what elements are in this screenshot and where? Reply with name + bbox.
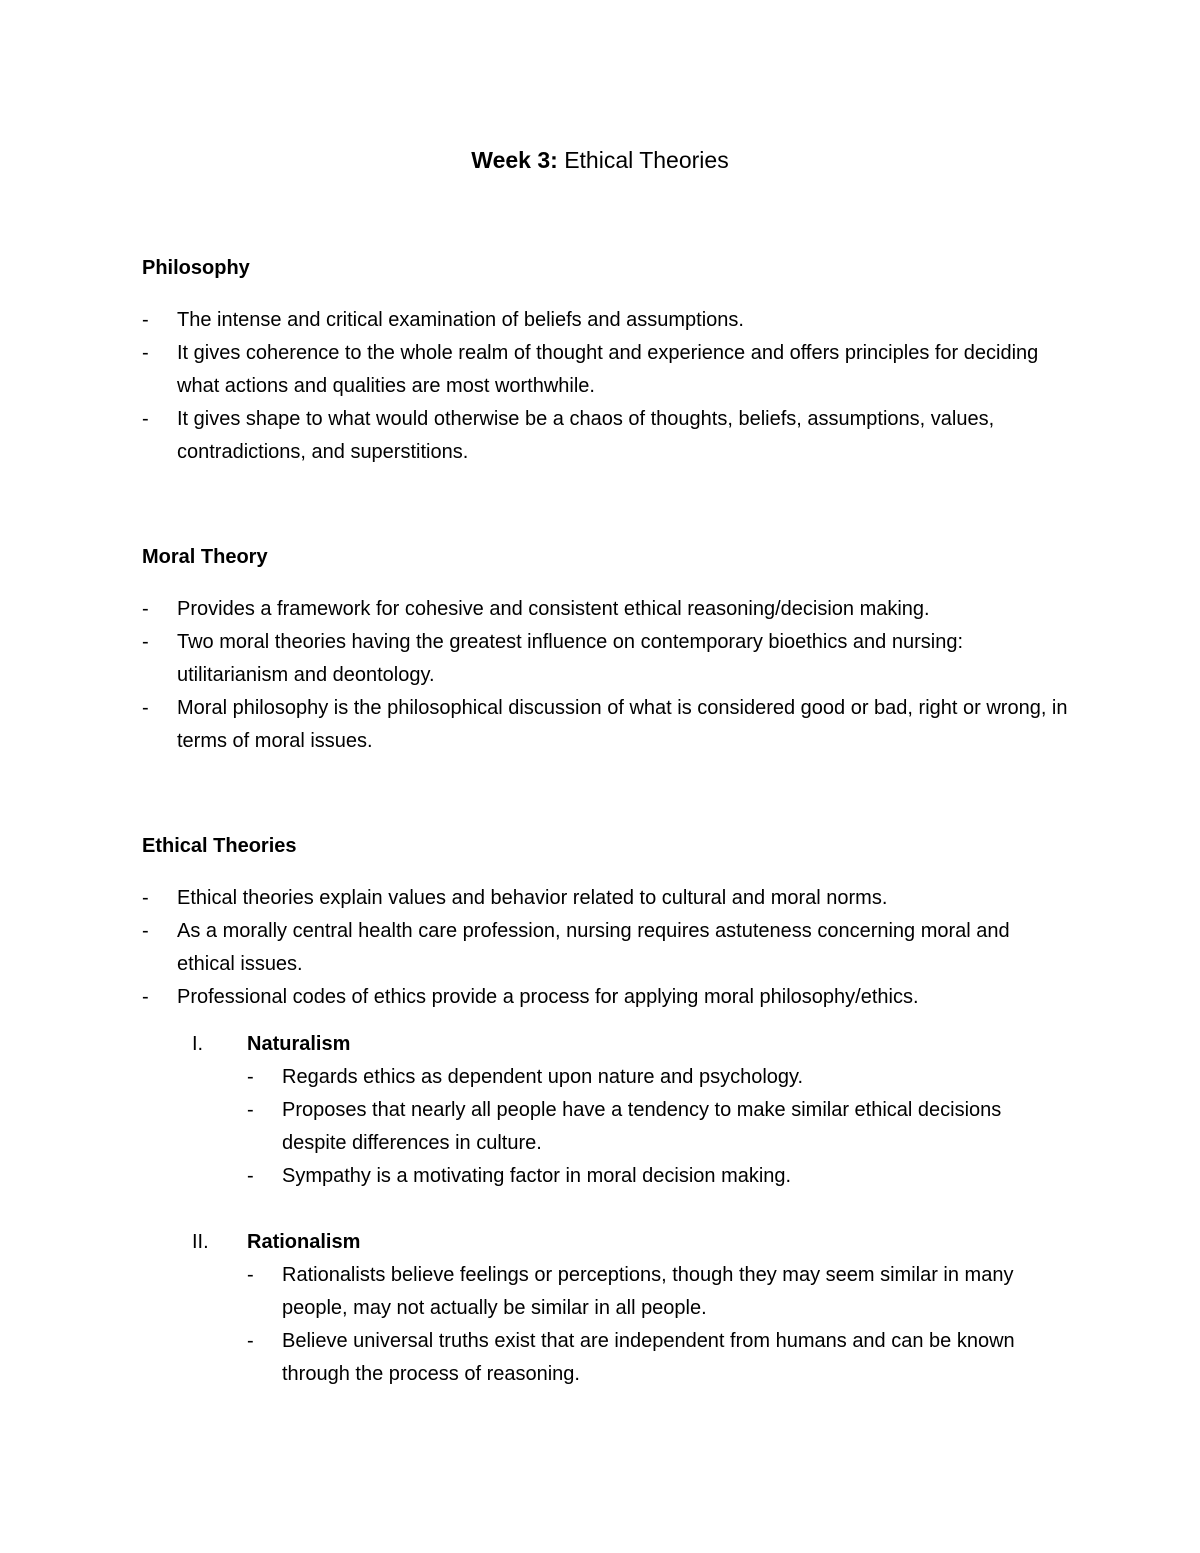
naturalism-list: [247, 1061, 1067, 1193]
bullet-dash: -: [247, 1264, 254, 1286]
heading-moral-theory: Moral Theory: [142, 546, 268, 568]
list-item: - It gives shape to what would otherwise be a chaos of thoughts, beliefs, assumptions, values, contradictions, and superstitions.: [142, 403, 1072, 469]
bullet-dash: -: [247, 1099, 254, 1121]
heading-philosophy: Philosophy: [142, 257, 250, 279]
list-item: - Rationalists believe feelings or perceptions, though they may seem similar in many people, may not actually be similar in all people.: [247, 1259, 1067, 1325]
list-item: - Provides a framework for cohesive and consistent ethical reasoning/decision making.: [142, 593, 1072, 626]
list-item: - As a morally central health care profession, nursing requires astuteness concerning moral and ethical issues.: [142, 915, 1072, 981]
bullet-dash: -: [247, 1066, 254, 1088]
subsection-rationalism: [192, 1226, 1072, 1391]
heading-ethical-theories: Ethical Theories: [142, 835, 297, 857]
list-item: - The intense and critical examination of beliefs and assumptions.: [142, 304, 1072, 337]
bullet-dash: -: [142, 631, 149, 653]
bullet-dash: -: [142, 408, 149, 430]
roman-numeral: I.: [192, 1033, 204, 1055]
philosophy-list: [142, 304, 1072, 469]
bullet-dash: -: [142, 697, 149, 719]
moral-theory-list: [142, 593, 1072, 758]
rationalism-list: [247, 1259, 1067, 1391]
list-item: - Regards ethics as dependent upon nature and psychology.: [247, 1061, 1067, 1094]
bullet-dash: -: [142, 342, 149, 364]
page-title: [0, 145, 1200, 175]
bullet-dash: -: [247, 1165, 254, 1187]
list-item: - Believe universal truths exist that are independent from humans and can be known through the process of reasoning.: [247, 1325, 1067, 1391]
list-item: - Sympathy is a motivating factor in moral decision making.: [247, 1160, 1067, 1193]
list-item: - Moral philosophy is the philosophical discussion of what is considered good or bad, right or wrong, in terms of moral issues.: [142, 692, 1072, 758]
list-item: - Proposes that nearly all people have a tendency to make similar ethical decisions despite differences in culture.: [247, 1094, 1067, 1160]
title-topic: Ethical Theories: [557, 147, 729, 173]
title-week: Week 3:: [471, 147, 558, 173]
subsection-title: I. Naturalism: [192, 1028, 1072, 1061]
list-item: - Ethical theories explain values and behavior related to cultural and moral norms.: [142, 882, 1072, 915]
bullet-dash: -: [142, 920, 149, 942]
list-item: - Two moral theories having the greatest influence on contemporary bioethics and nursing: utilitarianism and deontology.: [142, 626, 1072, 692]
subsection-naturalism: [192, 1028, 1072, 1193]
roman-numeral: II.: [192, 1231, 209, 1253]
bullet-dash: -: [142, 887, 149, 909]
subsection-title: II. Rationalism: [192, 1226, 1072, 1259]
bullet-dash: -: [142, 986, 149, 1008]
bullet-dash: -: [142, 598, 149, 620]
bullet-dash: -: [142, 309, 149, 331]
list-item: - It gives coherence to the whole realm of thought and experience and offers principles for deciding what actions and qualities are most worthwhile.: [142, 337, 1072, 403]
ethical-theories-list: [142, 882, 1072, 1014]
list-item: - Professional codes of ethics provide a process for applying moral philosophy/ethics.: [142, 981, 1072, 1014]
bullet-dash: -: [247, 1330, 254, 1352]
